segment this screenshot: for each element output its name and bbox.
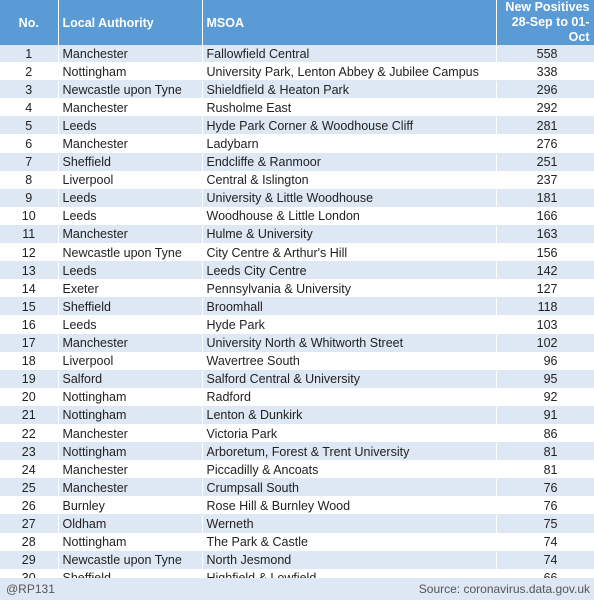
cell-msoa: University Park, Lenton Abbey & Jubilee Campus — [202, 63, 496, 81]
cell-rank: 19 — [0, 370, 58, 388]
table-row — [0, 352, 594, 370]
cell-new-positives: 86 — [496, 424, 594, 442]
cell-local-authority: Manchester — [58, 99, 202, 117]
cell-local-authority: Manchester — [58, 135, 202, 153]
cell-msoa: Pennsylvania & University — [202, 280, 496, 298]
cell-rank: 8 — [0, 171, 58, 189]
cell-msoa: Hulme & University — [202, 225, 496, 243]
cell-local-authority: Leeds — [58, 117, 202, 135]
cell-rank: 25 — [0, 479, 58, 497]
cell-new-positives: 181 — [496, 189, 594, 207]
table-row — [0, 443, 594, 461]
cell-msoa: Endcliffe & Ranmoor — [202, 153, 496, 171]
cell-local-authority: Oldham — [58, 515, 202, 533]
cell-local-authority: Nottingham — [58, 533, 202, 551]
cell-new-positives: 81 — [496, 461, 594, 479]
cell-rank: 6 — [0, 135, 58, 153]
cell-new-positives: 75 — [496, 515, 594, 533]
cell-local-authority: Nottingham — [58, 63, 202, 81]
cell-msoa: Lenton & Dunkirk — [202, 406, 496, 424]
cell-new-positives: 163 — [496, 225, 594, 243]
cell-rank: 1 — [0, 45, 58, 63]
cell-msoa: Broomhall — [202, 298, 496, 316]
cell-msoa: Salford Central & University — [202, 370, 496, 388]
cell-new-positives: 103 — [496, 316, 594, 334]
cell-new-positives: 292 — [496, 99, 594, 117]
cell-new-positives: 281 — [496, 117, 594, 135]
cell-msoa: Hyde Park Corner & Woodhouse Cliff — [202, 117, 496, 135]
table-row — [0, 45, 594, 63]
cell-local-authority: Nottingham — [58, 443, 202, 461]
cell-msoa: Crumpsall South — [202, 479, 496, 497]
cell-msoa: Arboretum, Forest & Trent University — [202, 443, 496, 461]
table-row — [0, 533, 594, 551]
cell-new-positives: 102 — [496, 334, 594, 352]
cell-rank: 12 — [0, 244, 58, 262]
cell-rank: 7 — [0, 153, 58, 171]
cell-new-positives: 142 — [496, 262, 594, 280]
cell-rank: 11 — [0, 225, 58, 243]
header-row — [0, 0, 594, 45]
cell-local-authority: Manchester — [58, 45, 202, 63]
cell-msoa: Hyde Park — [202, 316, 496, 334]
table-row — [0, 189, 594, 207]
table-row — [0, 135, 594, 153]
cell-local-authority: Nottingham — [58, 406, 202, 424]
table-row — [0, 515, 594, 533]
cell-local-authority: Manchester — [58, 479, 202, 497]
table-body — [0, 45, 594, 587]
cell-local-authority: Newcastle upon Tyne — [58, 244, 202, 262]
table-row — [0, 280, 594, 298]
cell-new-positives: 81 — [496, 443, 594, 461]
cell-msoa: Leeds City Centre — [202, 262, 496, 280]
cell-new-positives: 166 — [496, 207, 594, 225]
cell-msoa: University North & Whitworth Street — [202, 334, 496, 352]
cell-msoa: The Park & Castle — [202, 533, 496, 551]
cell-rank: 28 — [0, 533, 58, 551]
column-header-msoa: MSOA — [202, 0, 496, 45]
cell-msoa: Ladybarn — [202, 135, 496, 153]
cell-msoa: Shieldfield & Heaton Park — [202, 81, 496, 99]
data-source: Source: coronavirus.data.gov.uk — [418, 582, 590, 596]
cell-new-positives: 127 — [496, 280, 594, 298]
cell-rank: 9 — [0, 189, 58, 207]
table-footer — [0, 578, 594, 600]
table-row — [0, 207, 594, 225]
cell-new-positives: 96 — [496, 352, 594, 370]
cell-rank: 2 — [0, 63, 58, 81]
cell-rank: 21 — [0, 406, 58, 424]
cell-new-positives: 92 — [496, 388, 594, 406]
cell-new-positives: 74 — [496, 551, 594, 569]
table-row — [0, 63, 594, 81]
table-row — [0, 298, 594, 316]
table-row — [0, 244, 594, 262]
table-row — [0, 406, 594, 424]
table-row — [0, 262, 594, 280]
cell-local-authority: Sheffield — [58, 298, 202, 316]
cell-msoa: Wavertree South — [202, 352, 496, 370]
cell-local-authority: Burnley — [58, 497, 202, 515]
cell-local-authority: Leeds — [58, 316, 202, 334]
cell-new-positives: 296 — [496, 81, 594, 99]
table-row — [0, 497, 594, 515]
column-header-no: No. — [0, 0, 58, 45]
new-positives-title: New Positives — [505, 0, 590, 14]
cell-rank: 23 — [0, 443, 58, 461]
cell-local-authority: Sheffield — [58, 153, 202, 171]
cell-msoa: University & Little Woodhouse — [202, 189, 496, 207]
table-row — [0, 388, 594, 406]
cell-local-authority: Liverpool — [58, 171, 202, 189]
cell-local-authority: Liverpool — [58, 352, 202, 370]
cell-msoa: Central & Islington — [202, 171, 496, 189]
cell-local-authority: Manchester — [58, 225, 202, 243]
cell-rank: 10 — [0, 207, 58, 225]
cell-rank: 3 — [0, 81, 58, 99]
cell-new-positives: 276 — [496, 135, 594, 153]
cell-new-positives: 237 — [496, 171, 594, 189]
cell-rank: 13 — [0, 262, 58, 280]
cell-local-authority: Manchester — [58, 461, 202, 479]
cell-new-positives: 558 — [496, 45, 594, 63]
cell-rank: 15 — [0, 298, 58, 316]
table-row — [0, 153, 594, 171]
table-row — [0, 424, 594, 442]
cell-msoa: Radford — [202, 388, 496, 406]
table-row — [0, 81, 594, 99]
cell-local-authority: Nottingham — [58, 388, 202, 406]
table-row — [0, 99, 594, 117]
cell-new-positives: 251 — [496, 153, 594, 171]
new-positives-date-range: 28-Sep to 01-Oct — [511, 15, 590, 44]
cell-msoa: Fallowfield Central — [202, 45, 496, 63]
cell-rank: 14 — [0, 280, 58, 298]
cell-rank: 16 — [0, 316, 58, 334]
cell-local-authority: Manchester — [58, 424, 202, 442]
table-header — [0, 0, 594, 45]
cell-new-positives: 91 — [496, 406, 594, 424]
cell-new-positives: 338 — [496, 63, 594, 81]
cell-local-authority: Leeds — [58, 207, 202, 225]
cell-rank: 27 — [0, 515, 58, 533]
table-row — [0, 551, 594, 569]
cell-local-authority: Manchester — [58, 334, 202, 352]
cell-msoa: Rose Hill & Burnley Wood — [202, 497, 496, 515]
cell-new-positives: 118 — [496, 298, 594, 316]
cell-msoa: Woodhouse & Little London — [202, 207, 496, 225]
cell-new-positives: 76 — [496, 479, 594, 497]
table-row — [0, 461, 594, 479]
cell-msoa: Rusholme East — [202, 99, 496, 117]
cell-msoa: North Jesmond — [202, 551, 496, 569]
cell-msoa: Victoria Park — [202, 424, 496, 442]
table-row — [0, 117, 594, 135]
cell-msoa: Piccadilly & Ancoats — [202, 461, 496, 479]
cell-local-authority: Newcastle upon Tyne — [58, 81, 202, 99]
cell-msoa: Werneth — [202, 515, 496, 533]
cell-rank: 5 — [0, 117, 58, 135]
author-credit: @RP131 — [6, 582, 55, 596]
cell-rank: 18 — [0, 352, 58, 370]
table-row — [0, 479, 594, 497]
cell-rank: 24 — [0, 461, 58, 479]
cell-new-positives: 156 — [496, 244, 594, 262]
cell-rank: 26 — [0, 497, 58, 515]
cell-rank: 20 — [0, 388, 58, 406]
table-row — [0, 316, 594, 334]
cell-new-positives: 95 — [496, 370, 594, 388]
cell-msoa: City Centre & Arthur's Hill — [202, 244, 496, 262]
cell-new-positives: 74 — [496, 533, 594, 551]
cell-rank: 4 — [0, 99, 58, 117]
cell-local-authority: Newcastle upon Tyne — [58, 551, 202, 569]
cell-local-authority: Leeds — [58, 262, 202, 280]
cell-local-authority: Salford — [58, 370, 202, 388]
cell-local-authority: Exeter — [58, 280, 202, 298]
column-header-new-positives — [496, 0, 594, 45]
cell-rank: 22 — [0, 424, 58, 442]
cell-local-authority: Leeds — [58, 189, 202, 207]
cell-rank: 29 — [0, 551, 58, 569]
column-header-local-authority: Local Authority — [58, 0, 202, 45]
table-row — [0, 171, 594, 189]
cell-rank: 17 — [0, 334, 58, 352]
table-row — [0, 370, 594, 388]
cell-new-positives: 76 — [496, 497, 594, 515]
table-row — [0, 225, 594, 243]
table-row — [0, 334, 594, 352]
